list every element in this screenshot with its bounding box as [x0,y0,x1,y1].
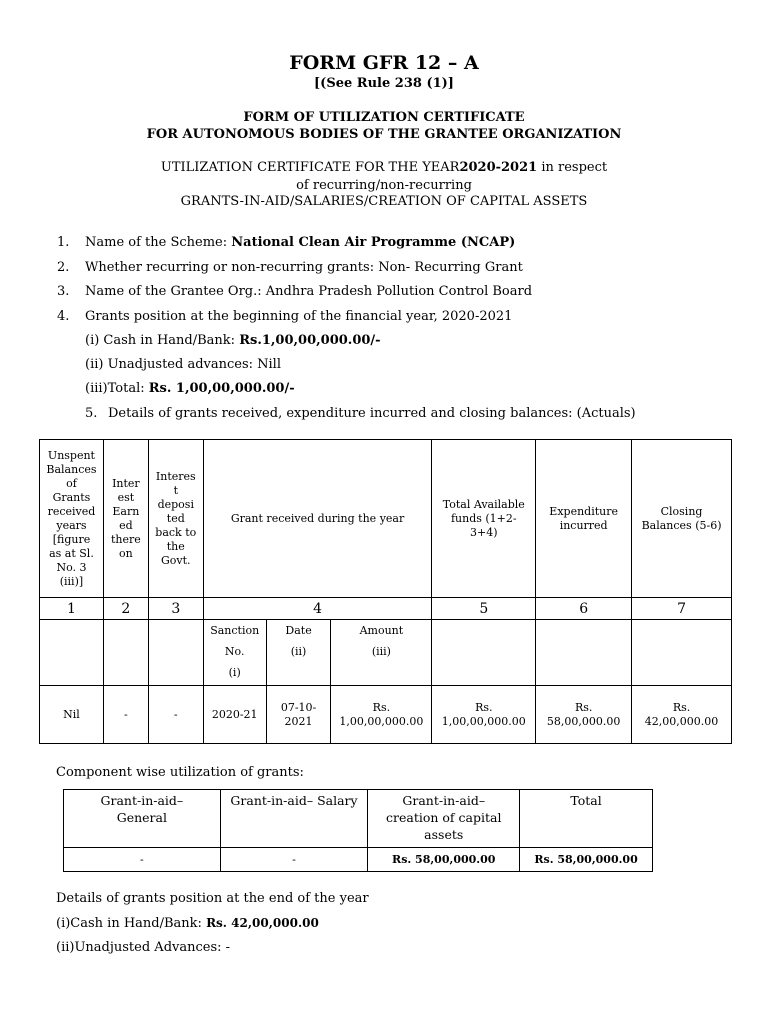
header-unspent-l5: received [47,504,96,518]
rule-reference: [(See Rule 238 (1)] [314,76,454,91]
header-interest-deposited-l5: back to [155,525,197,539]
component-header-total: Total [520,790,653,848]
cell-closing-l1: Rs. [672,700,691,714]
header-unspent-l8: as at Sl. [49,546,94,560]
subheader-blank-3 [148,620,203,686]
header-interest-earned-l3: Earn [112,504,140,518]
end-position-advances: (ii)Unadjusted Advances: - [56,940,231,955]
header-unspent-l7: [figure [52,532,91,546]
item-4-total [85,381,295,396]
item-2-number: 2. [57,260,70,275]
item-1-value: National Clean Air Programme (NCAP) [231,235,516,250]
header-unspent-l4: Grants [52,490,91,504]
cell-expenditure-l1: Rs. [574,700,593,714]
subheader-blank-5 [432,620,536,686]
header-interest-deposited [148,440,203,598]
subheader-amount [331,620,432,686]
subheader-amount-l1: Amount [359,624,404,637]
certificate-line-3: GRANTS-IN-AID/SALARIES/CREATION OF CAPITAL ASSETS [180,194,588,209]
cell-total-available-l2: 1,00,00,000.00 [441,714,526,728]
subheader-sanction-l1: Sanction [210,624,260,637]
form-title: FORM GFR 12 – A [289,52,479,74]
end-position-cash-value: Rs. 42,00,000.00 [206,916,319,930]
end-position-cash [56,916,319,931]
item-4-number: 4. [57,309,70,324]
cell-amount [331,686,432,744]
cell-unspent: Nil [40,686,104,744]
item-3-text: Name of the Grantee Org.: Andhra Pradesh Pollution Control Board [85,284,533,299]
cell-closing [632,686,732,744]
subheader-date-l1: Date [285,624,312,637]
component-header-general [64,790,221,848]
grants-table [39,439,732,744]
header-closing-l1: Closing [660,504,703,518]
heading-line-1: FORM OF UTILIZATION CERTIFICATE [243,110,525,125]
cell-amount-l2: 1,00,00,000.00 [339,714,424,728]
subheader-sanction [203,620,266,686]
header-grant-received: Grant received during the year [203,440,432,598]
cell-sanction-no: 2020-21 [203,686,266,744]
item-1-label: Name of the Scheme: [85,235,232,250]
subheader-sanction-l3: (i) [228,666,241,679]
component-header-general-l2: General [116,810,167,825]
header-unspent-balances [40,440,104,598]
item-1 [85,235,515,250]
header-total-available-l2: funds (1+2- [450,511,517,525]
item-4-cash [85,333,381,348]
header-unspent-l3: of [66,476,77,490]
subheader-sanction-l2: No. [224,645,245,658]
header-expenditure-l2: incurred [559,518,608,532]
subheader-blank-1 [40,620,104,686]
table-row [40,686,732,744]
component-header-general-l1: Grant-in-aid– [100,793,184,808]
cell-interest-deposited: - [148,686,203,744]
subheader-blank-7 [632,620,732,686]
cell-expenditure [536,686,632,744]
certificate-prefix: UTILIZATION CERTIFICATE FOR THE YEAR [160,160,460,175]
item-5-text: Details of grants received, expenditure incurred and closing balances: (Actuals) [108,406,636,421]
component-cell-total: Rs. 58,00,000.00 [520,848,653,872]
item-4-cash-value: Rs.1,00,00,000.00/- [239,333,381,348]
column-number-7: 7 [632,598,732,620]
subheader-date-l2: (ii) [290,645,307,658]
subheader-date [266,620,331,686]
cell-total-available [432,686,536,744]
component-header-capital-l2: creation of capital [386,810,502,825]
component-table [63,789,653,872]
item-4-advances: (ii) Unadjusted advances: Nill [85,357,281,372]
subheader-amount-l2: (iii) [371,645,391,658]
header-closing-balances [632,440,732,598]
subheader-blank-2 [103,620,148,686]
item-4-total-value: Rs. 1,00,00,000.00/- [148,381,295,396]
header-unspent-l10: (iii)] [59,574,84,588]
header-interest-earned-l1: Inter [112,476,140,490]
cell-amount-l1: Rs. [372,700,391,714]
cell-date [266,686,331,744]
header-unspent-l9: No. 3 [56,560,87,574]
item-3-number: 3. [57,284,70,299]
certificate-year: 2020-2021 [459,160,538,175]
component-cell-capital-assets: Rs. 58,00,000.00 [368,848,520,872]
cell-expenditure-l2: 58,00,000.00 [546,714,621,728]
header-interest-earned-l6: on [119,546,133,560]
cell-date-l1: 07-10- [280,700,317,714]
item-5-number: 5. [85,406,98,421]
heading-line-2: FOR AUTONOMOUS BODIES OF THE GRANTEE ORGANIZATION [146,127,622,142]
column-number-4: 4 [203,598,432,620]
cell-closing-l2: 42,00,000.00 [644,714,719,728]
header-interest-earned [103,440,148,598]
header-expenditure [536,440,632,598]
header-expenditure-l1: Expenditure [549,504,618,518]
column-number-2: 2 [103,598,148,620]
table-row [64,848,653,872]
header-interest-deposited-l1: Interes [155,469,196,483]
header-interest-deposited-l3: deposi [157,497,194,511]
end-position-heading: Details of grants position at the end of the year [56,891,369,906]
component-cell-salary: - [220,848,368,872]
component-header-capital-l1: Grant-in-aid– [402,793,486,808]
certificate-line-1 [0,160,768,175]
header-interest-earned-l5: there [110,532,141,546]
item-4-total-label: (iii)Total: [85,381,149,396]
component-header-capital-assets [368,790,520,848]
header-interest-deposited-l4: ted [166,511,185,525]
component-header-salary: Grant-in-aid– Salary [220,790,368,848]
column-number-5: 5 [432,598,536,620]
end-position-cash-label: (i)Cash in Hand/Bank: [56,916,207,931]
component-heading: Component wise utilization of grants: [56,765,304,780]
header-interest-deposited-l6: the [166,539,185,553]
header-interest-earned-l4: ed [119,518,133,532]
header-unspent-l1: Unspent [47,448,95,462]
column-number-3: 3 [148,598,203,620]
header-total-available [432,440,536,598]
header-total-available-l1: Total Available [442,497,525,511]
item-4-text: Grants position at the beginning of the financial year, 2020-2021 [85,309,513,324]
component-cell-general: - [64,848,221,872]
column-number-1: 1 [40,598,104,620]
header-unspent-l6: years [56,518,87,532]
column-number-6: 6 [536,598,632,620]
header-total-available-l3: 3+4) [470,525,498,539]
item-1-number: 1. [57,235,70,250]
item-4-cash-label: (i) Cash in Hand/Bank: [85,333,240,348]
component-header-capital-l3: assets [424,827,464,842]
header-closing-l2: Balances (5-6) [641,518,722,532]
cell-date-l2: 2021 [284,714,313,728]
header-interest-earned-l2: est [117,490,135,504]
header-interest-deposited-l2: t [173,483,178,497]
header-unspent-l2: Balances [46,462,97,476]
certificate-suffix: in respect [537,160,608,175]
subheader-blank-6 [536,620,632,686]
cell-interest-earned: - [103,686,148,744]
certificate-line-2: of recurring/non-recurring [296,178,472,193]
item-2-text: Whether recurring or non-recurring grants: Non- Recurring Grant [85,260,523,275]
cell-total-available-l1: Rs. [475,700,493,714]
header-interest-deposited-l7: Govt. [161,553,191,567]
